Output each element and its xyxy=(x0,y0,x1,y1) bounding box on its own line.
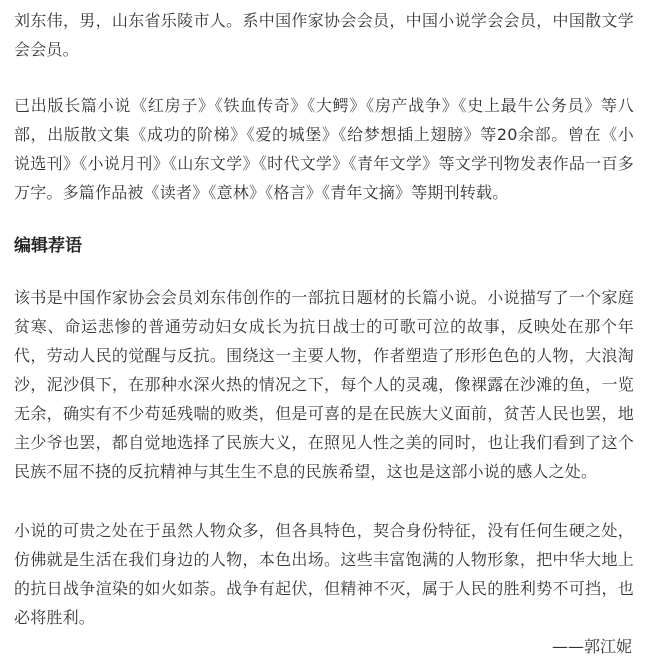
publications-paragraph: 已出版长篇小说《红房子》《铁血传奇》《大鳄》《房产战争》《史上最牛公务员》等八部，出版散文集《成功的阶梯》《爱的城堡》《给梦想插上翅膀》等20余部。曾在《小说选刊》《小说月刊》《山东文学》《时代文学》《青年文学》等文学刊物发表作品一百多万字。多篇作品被《读者》《意林》《格言》《青年文摘》等期刊转载。 xyxy=(14,96,634,202)
section-heading: 编辑荐语 xyxy=(14,236,82,256)
author-bio-paragraph: 刘东伟，男，山东省乐陵市人。系中国作家协会会员，中国小说学会会员，中国散文学会会员。 xyxy=(14,11,634,59)
recommendation-paragraph-1: 该书是中国作家协会会员刘东伟创作的一部抗日题材的长篇小说。小说描写了一个家庭贫寒、命运悲惨的普通劳动妇女成长为抗日战士的可歌可泣的故事，反映处在那个年代，劳动人民的觉醒与反抗。围绕这一主要人物，作者塑造了形形色色的人物，大浪淘沙，泥沙俱下，在那种水深火热的情况之下，每个人的灵魂，像裸露在沙滩的鱼，一览无余，确实有不少苟延残喘的败类，但是可喜的是在民族大义面前，贫苦人民也罢，地主少爷也罢，都自觉地选择了民族大义，在照见人性之美的同时，也让我们看到了这个民族不屈不挠的反抗精神与其生生不息的民族希望，这也是这部小说的感人之处。 xyxy=(14,288,634,481)
signature: ——郭江妮 xyxy=(551,637,632,656)
recommendation-paragraph-2: 小说的可贵之处在于虽然人物众多，但各具特色，契合身份特征，没有任何生硬之处，仿佛就是生活在我们身边的人物，本色出场。这些丰富饱满的人物形象，把中华大地上的抗日战争渲染的如火如荼。战争有起伏，但精神不灭，属于人民的胜利势不可挡，也必将胜利。 xyxy=(14,521,634,627)
